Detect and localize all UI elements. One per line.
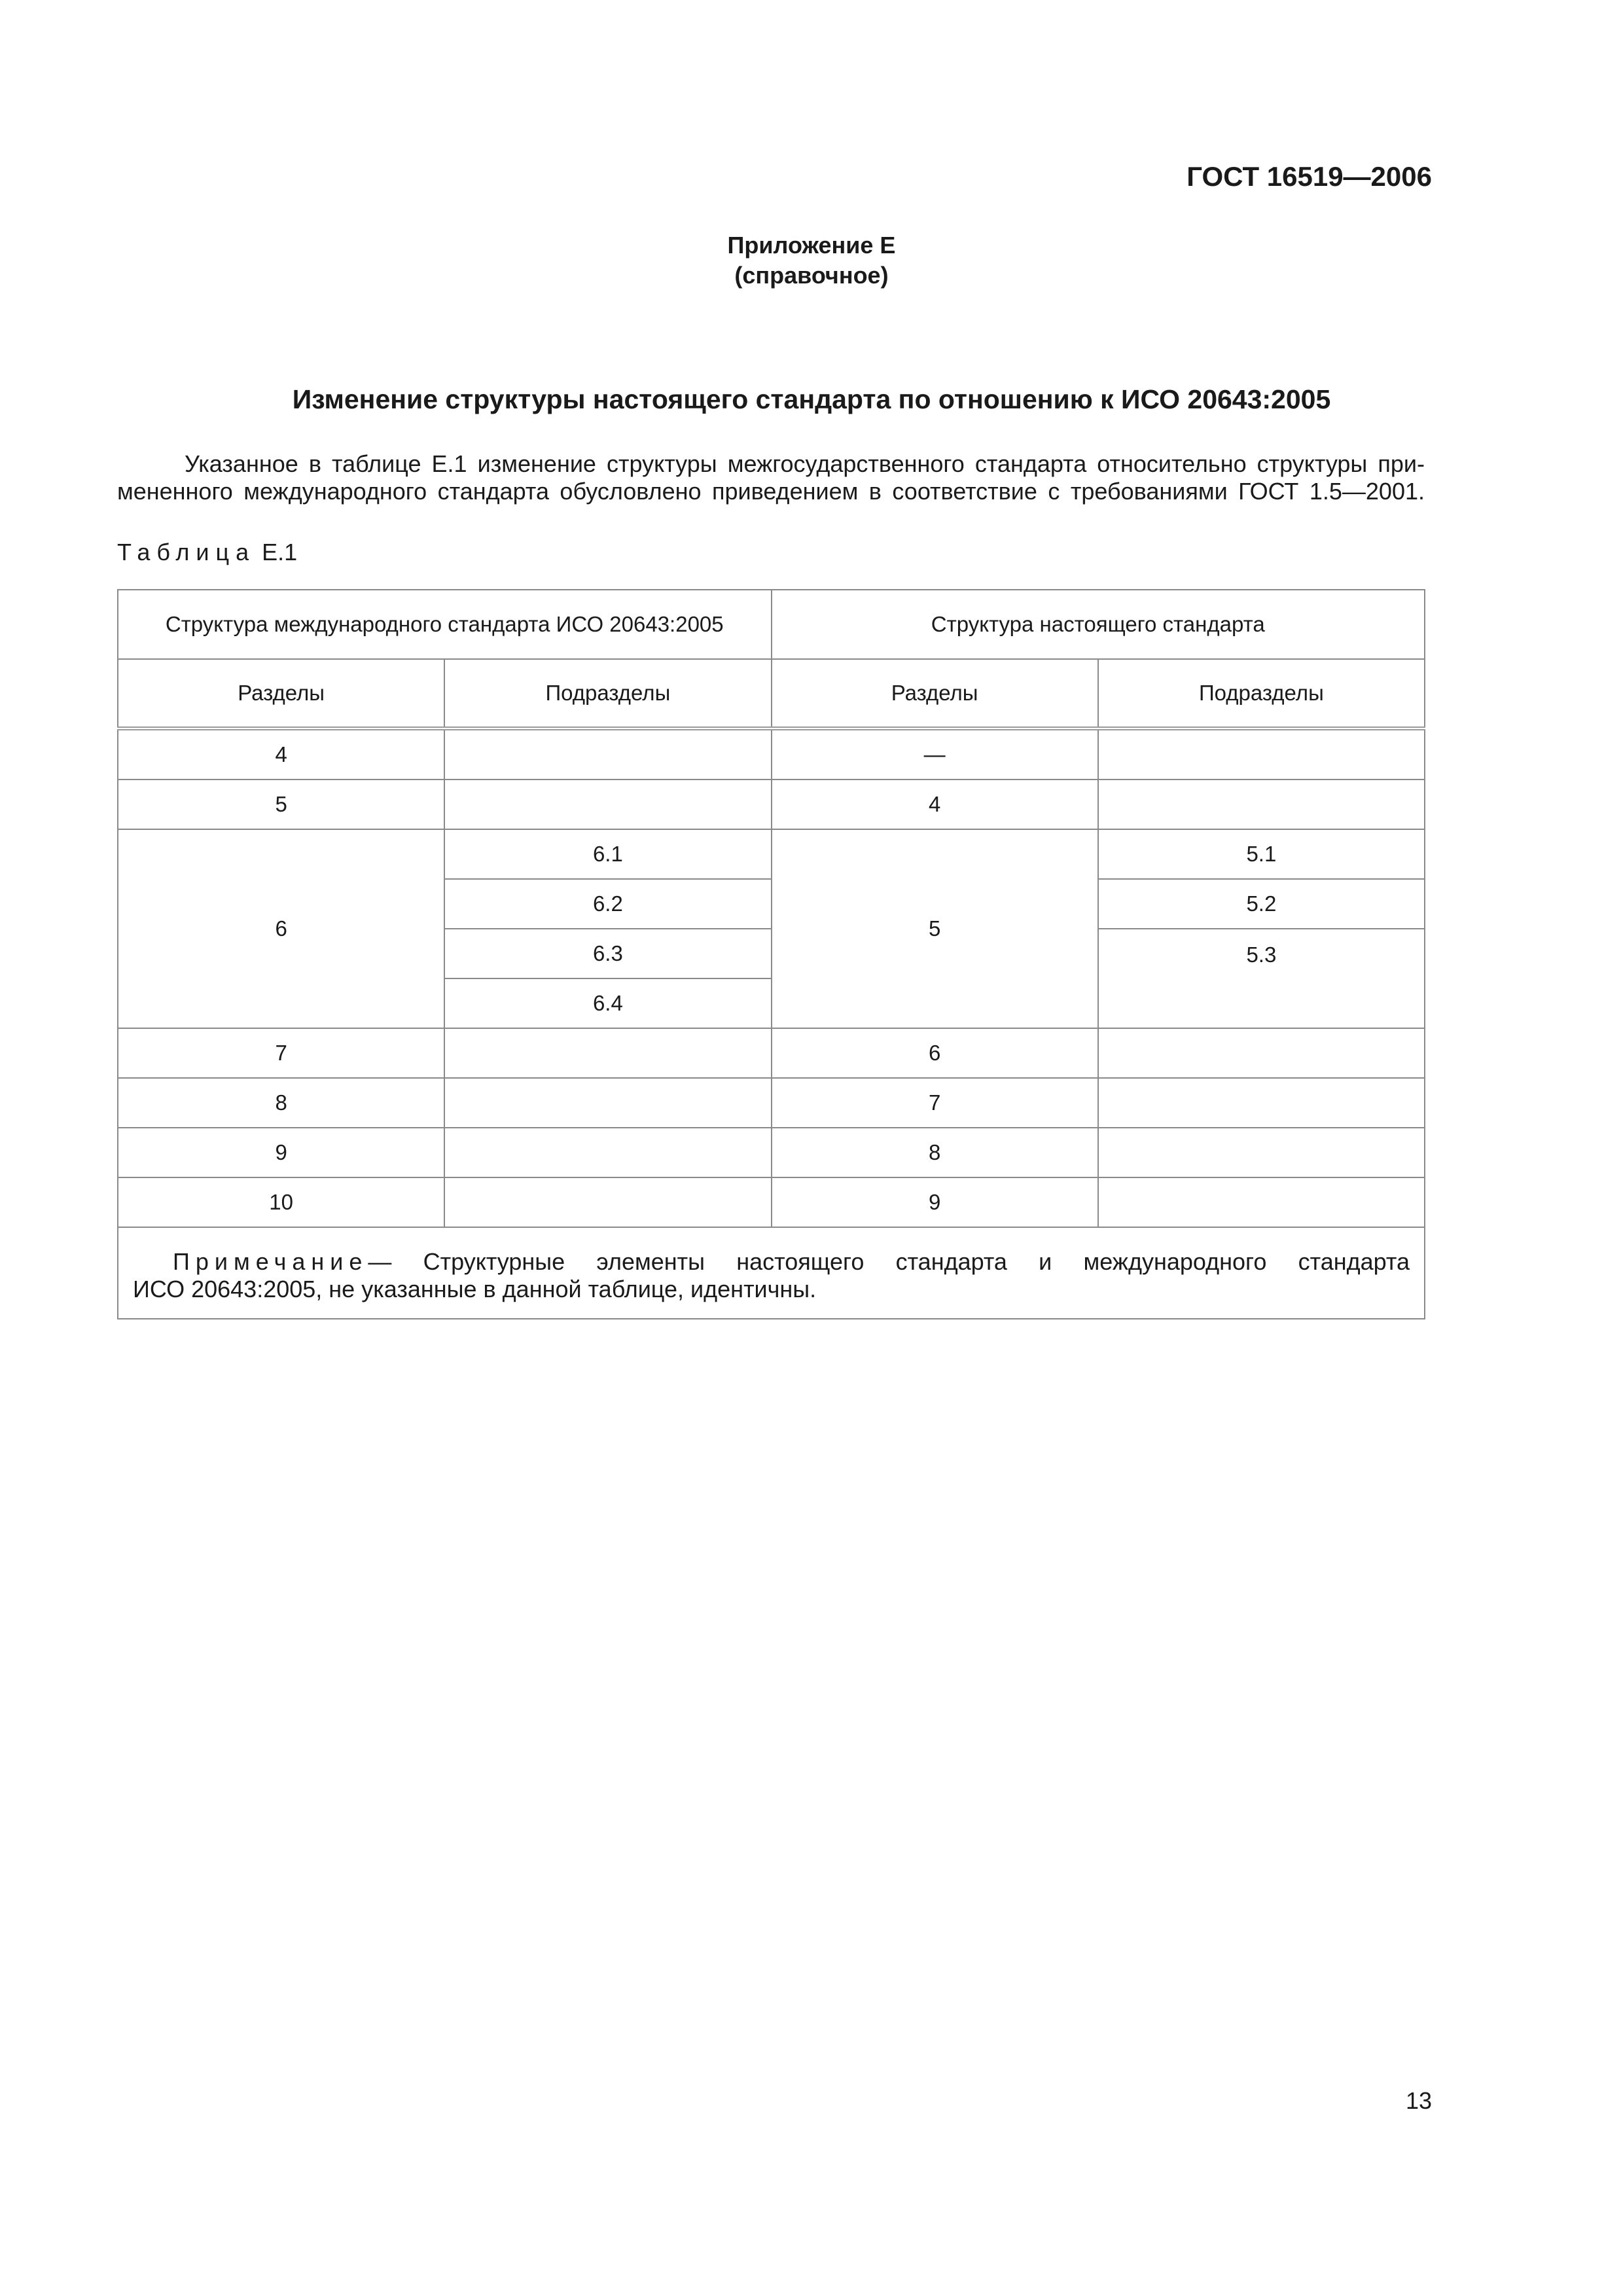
table-cell-merged: 5 (772, 829, 1098, 1028)
table-cell (444, 728, 771, 780)
table-row (118, 1028, 1425, 1078)
table-note (118, 1227, 1425, 1319)
table-cell: 9 (772, 1177, 1098, 1227)
header-subsections-left: Подразделы (444, 659, 771, 728)
header-sections-left: Разделы (118, 659, 444, 728)
table-row (118, 728, 1425, 780)
table-caption-number: Е.1 (262, 539, 298, 565)
header-sections-right: Разделы (772, 659, 1098, 728)
table-header-row-columns (118, 659, 1425, 728)
table-cell: 4 (118, 728, 444, 780)
table-cell: 5 (118, 780, 444, 829)
table-caption (117, 538, 297, 567)
table-cell: 6.3 (444, 929, 771, 978)
table-cell-merged: 6 (118, 829, 444, 1028)
note-line-1 (133, 1248, 1410, 1276)
table-cell: 8 (118, 1078, 444, 1128)
table-cell (444, 1128, 771, 1177)
table-cell: 9 (118, 1128, 444, 1177)
table-cell: 6.1 (444, 829, 771, 879)
table-cell (444, 1078, 771, 1128)
table-row (118, 780, 1425, 829)
table-row (118, 1177, 1425, 1227)
document-code: ГОСТ 16519—2006 (1186, 161, 1432, 192)
table-row (118, 1078, 1425, 1128)
page-title: Изменение структуры настоящего стандарта по отношению к ИСО 20643:2005 (292, 384, 1331, 414)
intro-line-1: Указанное в таблице Е.1 изменение структуры межгосударственного стандарта относительно структуры при- (185, 450, 1425, 477)
table-cell (1098, 1078, 1425, 1128)
header-subsections-right: Подразделы (1098, 659, 1425, 728)
table-row (118, 829, 1425, 879)
intro-line-2: мененного международного стандарта обусловлено приведением в соответствие с требованиями ГОСТ 1.5—2001. (117, 478, 1425, 505)
table-cell (444, 780, 771, 829)
intro-paragraph (117, 450, 1425, 505)
table-cell: — (772, 728, 1098, 780)
appendix-heading (0, 230, 1623, 291)
table-cell: 7 (772, 1078, 1098, 1128)
table-cell (1098, 728, 1425, 780)
table-cell: 8 (772, 1128, 1098, 1177)
table-cell: 6.4 (444, 978, 771, 1028)
note-text-1: — Структурные элементы настоящего стандарта и международного стандарта (368, 1248, 1410, 1275)
table-note-row (118, 1227, 1425, 1319)
table-cell-merged: 5.3 (1098, 929, 1425, 1028)
table-cell: 5.1 (1098, 829, 1425, 879)
page-number: 13 (1405, 2087, 1432, 2114)
table-cell (1098, 1177, 1425, 1227)
header-international-structure: Структура международного стандарта ИСО 20643:2005 (118, 590, 772, 659)
table-cell: 4 (772, 780, 1098, 829)
table-header-row-group (118, 590, 1425, 659)
table-caption-label: Таблица (117, 539, 256, 565)
table-cell: 6 (772, 1028, 1098, 1078)
table-cell: 7 (118, 1028, 444, 1078)
table-cell (1098, 780, 1425, 829)
header-current-structure: Структура настоящего стандарта (772, 590, 1425, 659)
table-cell: 5.2 (1098, 879, 1425, 929)
table-row (118, 1128, 1425, 1177)
table-cell (444, 1177, 771, 1227)
table-cell: 10 (118, 1177, 444, 1227)
note-text-2: ИСО 20643:2005, не указанные в данной таблице, идентичны. (133, 1276, 817, 1302)
table-cell (1098, 1128, 1425, 1177)
note-label: Примечание (173, 1248, 368, 1275)
structure-table (117, 589, 1425, 1319)
appendix-title: Приложение Е (727, 232, 896, 259)
table-cell (444, 1028, 771, 1078)
appendix-status: (справочное) (734, 262, 889, 289)
table-cell (1098, 1028, 1425, 1078)
table-cell: 6.2 (444, 879, 771, 929)
